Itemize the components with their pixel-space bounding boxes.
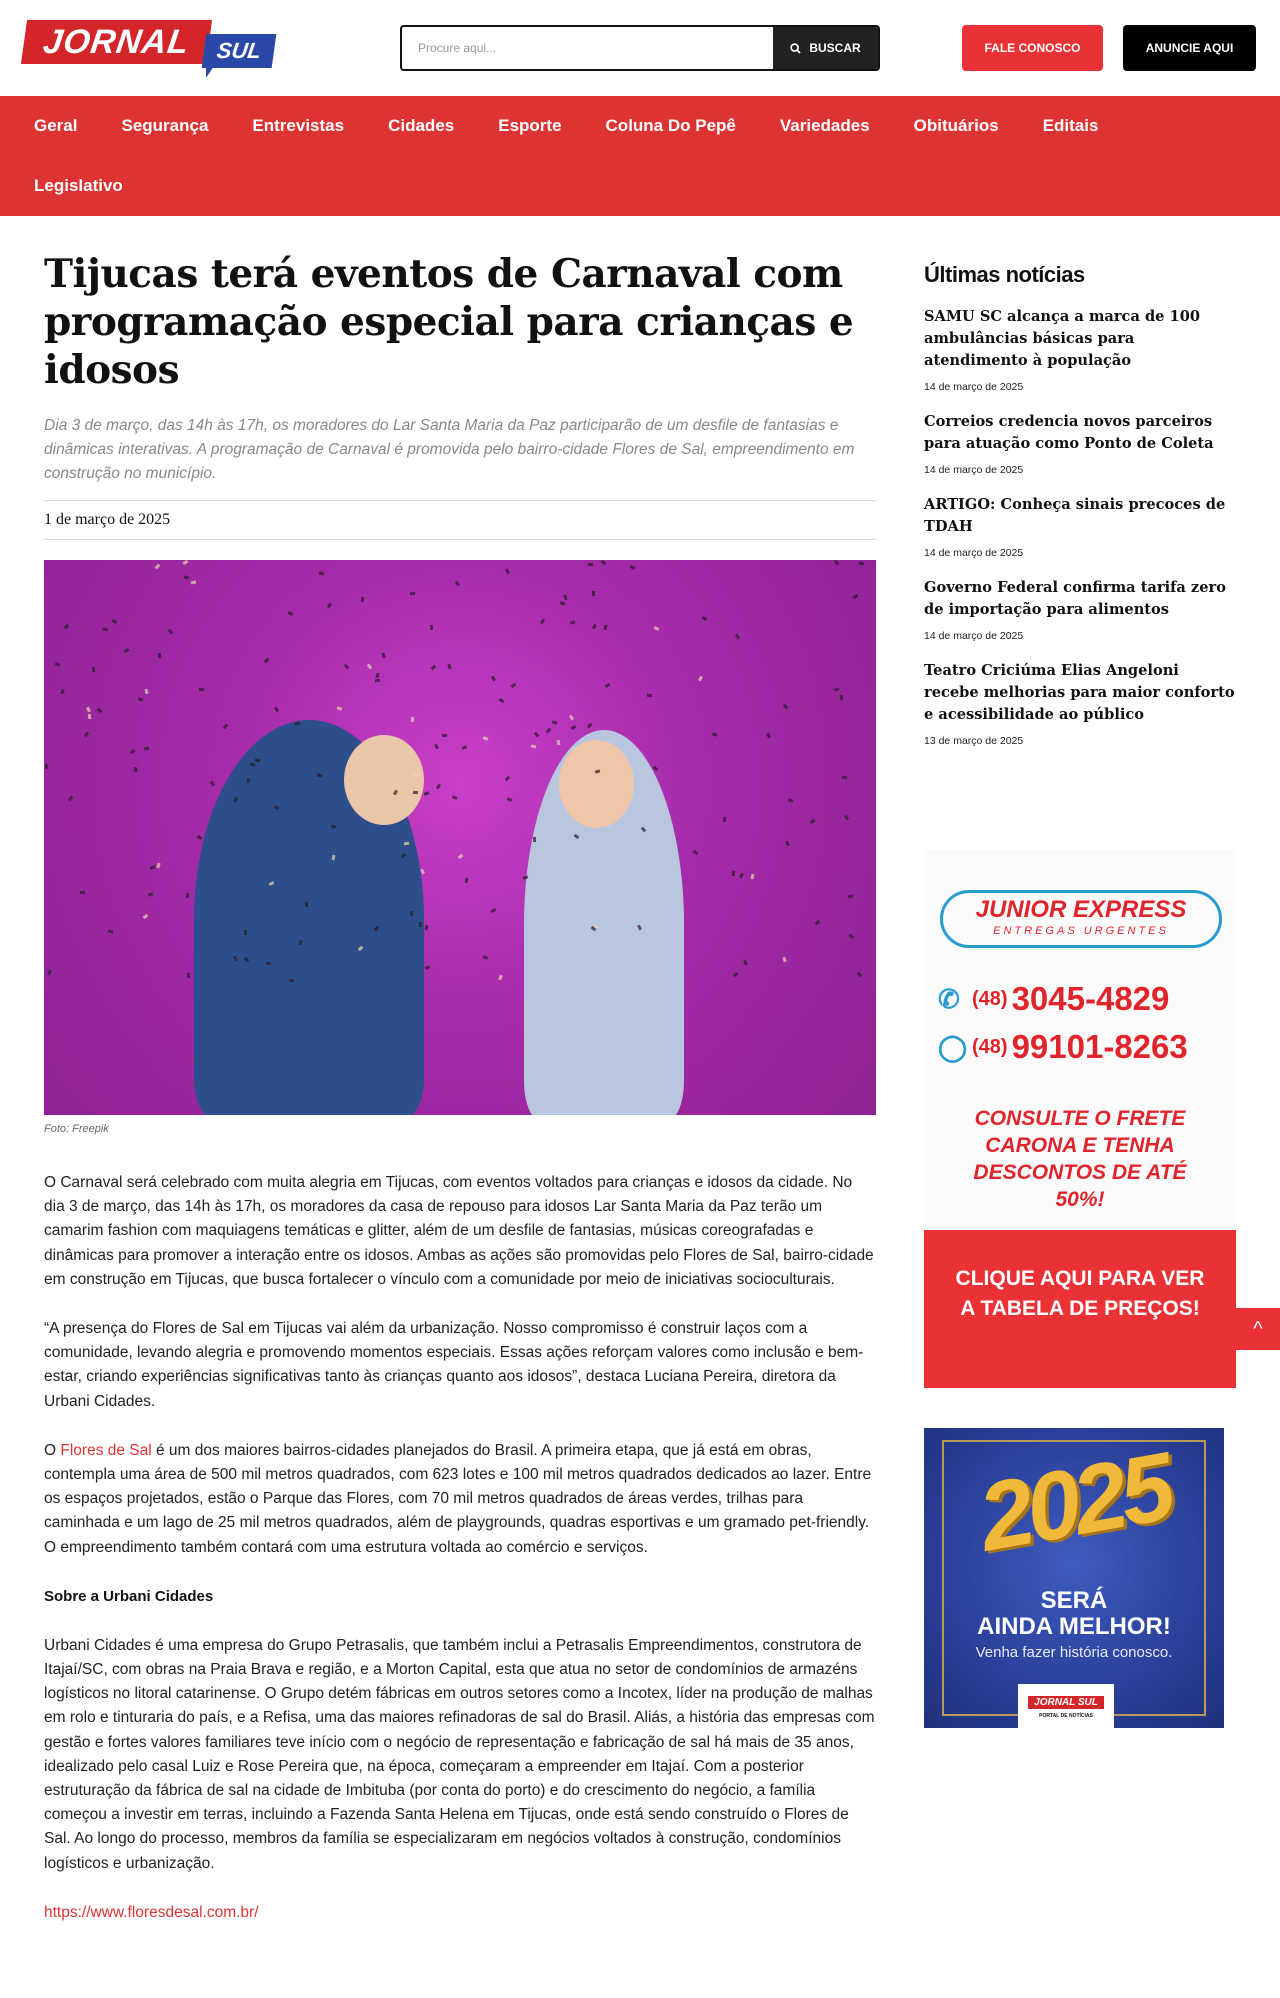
confetti bbox=[430, 664, 436, 669]
confetti bbox=[604, 683, 610, 688]
confetti bbox=[551, 721, 557, 725]
confetti bbox=[785, 841, 790, 847]
confetti bbox=[653, 765, 659, 771]
confetti bbox=[331, 824, 337, 828]
confetti bbox=[452, 795, 458, 800]
confetti bbox=[570, 621, 576, 625]
confetti bbox=[568, 714, 573, 720]
confetti bbox=[588, 563, 593, 566]
confetti bbox=[108, 929, 114, 933]
confetti bbox=[435, 744, 440, 750]
nav-row bbox=[10, 156, 1270, 216]
confetti bbox=[539, 619, 544, 625]
article-excerpt: Dia 3 de março, das 14h às 17h, os moradores do Lar Santa Maria da Paz participarão de um desfile de fantasias e dinâmicas interativas. A programação de Carnaval é promovida pelo bairro-cidade Flores de Sal, empreendimento em construção no município. bbox=[44, 417, 855, 482]
confetti bbox=[186, 893, 190, 899]
confetti bbox=[490, 908, 496, 913]
confetti bbox=[137, 697, 143, 701]
search-input[interactable] bbox=[402, 27, 773, 69]
confetti bbox=[483, 955, 489, 959]
confetti bbox=[112, 619, 118, 624]
logo-sul: SUL bbox=[202, 34, 277, 68]
paragraph: Urbani Cidades é uma empresa do Grupo Petrasalis, que também inclui a Petrasalis Empreendimentos, construtora de Itajaí/SC, com obras na Praia Brava e região, e a Morton Capital, esta que atua no setor de condomínios de armazéns logísticos no litoral catarinense. O Grupo detém fábricas em outros setores como a Incotex, líder na produção de malhas em rolo e tinturaria do país, e a Refisa, uma das maiores refinadoras de sal do Brasil. Aliás, a história das empresas com gestão e fortes valores familiares teve início com o negócio de representação e fabricação de sal há mais de 35 anos, idealizado pelo casal Luiz e Rose Pereira que, na época, começaram a empreender em Itajaí. Com a posterior estruturação da fábrica de sal na cidade de Imbituba (por conta do porto) e do crescimento do negócio, a família começou a investir em terras, incluindo a Fazenda Santa Helena em Tijucas, onde está sendo construído o Flores de Sal. Ao longo do processo, membros da família se especializaram em negócios voltados à construção, condomínios logísticos e urbanização. bbox=[44, 1636, 875, 1872]
confetti bbox=[592, 623, 597, 629]
confetti bbox=[319, 571, 324, 575]
confetti bbox=[410, 717, 414, 722]
confetti bbox=[144, 746, 149, 750]
latest-news-list bbox=[924, 306, 1236, 747]
ad-line2: AINDA MELHOR! bbox=[977, 1613, 1171, 1640]
scroll-to-top-button[interactable] bbox=[1236, 1308, 1280, 1350]
confetti bbox=[80, 891, 85, 894]
nav-item[interactable]: Coluna Do Pepê bbox=[605, 116, 736, 135]
sidebar bbox=[924, 262, 1236, 765]
news-title[interactable]: SAMU SC alcança a marca de 100 ambulâncias básicas para atendimento à população bbox=[924, 308, 1201, 369]
news-title[interactable]: Teatro Criciúma Elias Angeloni recebe melhorias para maior conforto e acessibilidade ao público bbox=[924, 662, 1235, 723]
confetti bbox=[60, 689, 65, 695]
ad-logo-text: JORNAL SUL bbox=[1028, 1696, 1104, 1709]
confetti bbox=[425, 965, 431, 970]
news-date: 14 de março de 2025 bbox=[924, 547, 1024, 559]
confetti bbox=[97, 708, 103, 714]
nav-item[interactable]: Obituários bbox=[913, 116, 999, 135]
confetti bbox=[653, 626, 659, 631]
confetti bbox=[167, 629, 173, 635]
confetti bbox=[287, 611, 293, 616]
text: é um dos maiores bairros-cidades planejados do Brasil. A primeira etapa, que já está em obras, contempla uma área de 500 mil metros quadrados, com 623 lotes e 100 mil metros quadrados dedicados ao lazer. Entre os espaços projetados, estão o Parque das Flores, com 70 mil metros quadrados de áreas verdes, trilhas para caminhada e um lago de 25 mil metros quadrados, além de playgrounds, quadras esportivas e um gramado pet-friendly. O empreendimento também contará com uma estrutura voltada ao comércio e serviços. bbox=[44, 1441, 872, 1556]
photo-child-face bbox=[344, 735, 424, 825]
confetti bbox=[732, 871, 735, 876]
chevron-up-icon: ^ bbox=[1253, 1318, 1263, 1340]
website-link[interactable]: https://www.floresdesal.com.br/ bbox=[44, 1903, 259, 1921]
ad-logo-sub: PORTAL DE NOTÍCIAS bbox=[1039, 1713, 1093, 1719]
news-item[interactable] bbox=[924, 577, 1236, 642]
nav-item[interactable]: Variedades bbox=[779, 116, 870, 135]
confetti bbox=[143, 914, 149, 919]
confetti bbox=[155, 564, 161, 570]
confetti bbox=[766, 733, 771, 739]
confetti bbox=[630, 565, 636, 570]
confetti bbox=[499, 698, 505, 703]
logo-tail bbox=[206, 66, 214, 78]
confetti bbox=[594, 769, 600, 773]
confetti bbox=[156, 863, 160, 869]
confetti bbox=[533, 837, 536, 842]
article-photo bbox=[44, 560, 876, 1115]
junior-express-ad[interactable] bbox=[924, 850, 1236, 1388]
confetti bbox=[274, 707, 279, 713]
confetti bbox=[815, 920, 821, 926]
ad-headline bbox=[924, 1588, 1224, 1640]
confetti bbox=[733, 972, 739, 978]
news-item[interactable] bbox=[924, 411, 1236, 476]
confetti bbox=[483, 736, 489, 741]
confetti bbox=[600, 560, 606, 565]
confetti bbox=[461, 746, 467, 751]
confetti bbox=[722, 817, 726, 822]
confetti bbox=[263, 658, 269, 664]
confetti bbox=[436, 784, 441, 790]
confetti bbox=[190, 581, 195, 585]
site-header bbox=[0, 0, 1280, 96]
confetti bbox=[783, 703, 789, 709]
ad-whatsapp bbox=[938, 1028, 1188, 1066]
confetti bbox=[458, 854, 464, 859]
ad-phone-number: 99101-8263 bbox=[1011, 1028, 1188, 1065]
nav-item[interactable]: Esporte bbox=[498, 116, 562, 135]
confetti bbox=[68, 795, 73, 801]
confetti bbox=[531, 745, 537, 749]
ad-phone-ddd: (48) bbox=[972, 1035, 1008, 1058]
confetti bbox=[47, 970, 52, 976]
confetti bbox=[465, 877, 469, 883]
confetti bbox=[842, 776, 847, 780]
article bbox=[44, 250, 876, 1925]
confetti bbox=[849, 934, 855, 940]
confetti bbox=[361, 597, 364, 602]
confetti bbox=[134, 767, 138, 773]
news-date: 14 de março de 2025 bbox=[924, 381, 1024, 393]
paragraph: O Carnaval será celebrado com muita alegria em Tijucas, com eventos voltados para crianças e idosos da cidade. No dia 3 de março, das 14h às 17h, os moradores da casa de repouso para idosos Lar Santa Maria da Paz terão um camarim fashion com maquiagens temáticas e glitter, além de um desfile de fantasias, músicas coreografadas e dinâmicas para promover a interação entre os idosos. Ambas as ações são promovidas pelo Flores de Sal, bairro-cidade em construção em Tijucas, que busca fortalecer o vínculo com a comunidade por meio de iniciativas socioculturais. bbox=[44, 1174, 874, 1288]
news-title[interactable]: ARTIGO: Conheça sinais precoces de TDAH bbox=[924, 496, 1226, 535]
confetti bbox=[223, 724, 228, 730]
confetti bbox=[545, 727, 551, 733]
confetti bbox=[186, 973, 190, 978]
confetti bbox=[404, 841, 409, 845]
confetti bbox=[491, 676, 496, 682]
contact-button[interactable]: FALE CONOSCO bbox=[962, 25, 1103, 71]
news-title[interactable]: Correios credencia novos parceiros para atuação como Ponto de Coleta bbox=[924, 413, 1214, 452]
confetti bbox=[367, 663, 372, 669]
main-nav bbox=[0, 96, 1280, 216]
news-title[interactable]: Governo Federal confirma tarifa zero de importação para alimentos bbox=[924, 579, 1226, 618]
confetti bbox=[424, 925, 428, 931]
confetti bbox=[266, 962, 271, 965]
confetti bbox=[412, 772, 418, 776]
news-date: 13 de março de 2025 bbox=[924, 735, 1024, 747]
confetti bbox=[592, 591, 595, 596]
logo-jornal: JORNAL bbox=[21, 20, 212, 64]
confetti bbox=[130, 749, 136, 755]
confetti bbox=[750, 874, 754, 880]
news-item[interactable] bbox=[924, 306, 1236, 393]
text: O bbox=[44, 1441, 61, 1459]
whatsapp-icon: ◯ bbox=[938, 1031, 968, 1062]
photo-child-face bbox=[559, 740, 634, 828]
confetti bbox=[336, 706, 342, 710]
nav-item[interactable]: Editais bbox=[1042, 116, 1099, 135]
article-title: Tijucas terá eventos de Carnaval com programação especial para crianças e idosos bbox=[44, 251, 854, 393]
confetti bbox=[833, 687, 839, 692]
confetti bbox=[343, 664, 349, 670]
confetti bbox=[243, 930, 246, 935]
confetti bbox=[210, 780, 215, 786]
article-body bbox=[44, 1171, 876, 1925]
confetti bbox=[571, 725, 577, 730]
paragraph bbox=[44, 1439, 876, 1560]
confetti bbox=[430, 625, 433, 630]
confetti bbox=[563, 595, 567, 601]
confetti bbox=[375, 679, 380, 682]
confetti bbox=[693, 850, 699, 855]
confetti bbox=[557, 740, 561, 745]
nav-item[interactable]: Legislativo bbox=[34, 176, 123, 195]
ad-logo bbox=[1018, 1684, 1114, 1728]
confetti bbox=[102, 627, 108, 631]
nav-item[interactable]: Cidades bbox=[388, 116, 455, 135]
news-date: 14 de março de 2025 bbox=[924, 464, 1024, 476]
confetti bbox=[327, 603, 332, 609]
confetti bbox=[839, 695, 843, 700]
confetti bbox=[376, 672, 380, 678]
confetti bbox=[158, 653, 162, 658]
confetti bbox=[423, 792, 429, 796]
ad-subline: Venha fazer história conosco. bbox=[975, 1644, 1173, 1661]
confetti bbox=[701, 616, 707, 621]
news-item[interactable] bbox=[924, 494, 1236, 559]
confetti bbox=[184, 575, 190, 579]
confetti bbox=[442, 734, 447, 737]
confetti bbox=[413, 791, 418, 794]
confetti bbox=[698, 676, 703, 682]
advertise-button[interactable]: ANUNCIE AQUI bbox=[1123, 25, 1256, 71]
confetti bbox=[84, 732, 89, 738]
ad-promo: CONSULTE O FRETE CARONA E TENHA DESCONTOS DE ATÉ 50%! bbox=[973, 1107, 1187, 1211]
confetti bbox=[647, 694, 652, 697]
flores-de-sal-link[interactable]: Flores de Sal bbox=[60, 1441, 152, 1459]
confetti bbox=[534, 731, 539, 737]
confetti bbox=[144, 689, 148, 695]
paragraph: “A presença do Flores de Sal em Tijucas vai além da urbanização. Nosso compromisso é construir laços com a comunidade, levando alegria e promovendo momentos especiais. Essas ações reforçam valores como inclusão e bem-estar, criando experiências significativas tanto às crianças quanto aos idosos”, destaca Luciana Pereira, diretora da Urbani Cidades. bbox=[44, 1320, 864, 1410]
confetti bbox=[858, 561, 864, 565]
confetti bbox=[853, 594, 859, 599]
confetti bbox=[498, 974, 503, 980]
phone-icon: ✆ bbox=[938, 983, 960, 1014]
confetti bbox=[381, 652, 386, 658]
photo-caption: Foto: Freepik bbox=[44, 1123, 109, 1135]
nav-item[interactable]: Segurança bbox=[121, 116, 209, 135]
confetti bbox=[148, 892, 154, 896]
confetti bbox=[199, 687, 204, 690]
confetti bbox=[857, 972, 863, 978]
confetti bbox=[739, 872, 744, 878]
confetti bbox=[45, 763, 49, 768]
news-date: 14 de março de 2025 bbox=[924, 630, 1024, 642]
ad-phone bbox=[938, 980, 1169, 1018]
confetti bbox=[505, 775, 511, 781]
confetti bbox=[86, 706, 91, 712]
ad-year: 2025 bbox=[971, 1433, 1177, 1572]
confetti bbox=[55, 662, 61, 667]
confetti bbox=[735, 633, 740, 639]
ad-price-table-button[interactable]: CLIQUE AQUI PARA VER A TABELA DE PREÇOS! bbox=[924, 1230, 1236, 1388]
search-button[interactable] bbox=[773, 27, 878, 69]
search-icon bbox=[790, 43, 801, 54]
confetti bbox=[844, 814, 849, 820]
confetti bbox=[92, 667, 95, 672]
ad-phone-number: 3045-4829 bbox=[1011, 980, 1170, 1017]
article-date: 1 de março de 2025 bbox=[44, 500, 876, 540]
confetti bbox=[250, 762, 256, 766]
confetti bbox=[743, 959, 747, 965]
latest-news-heading: Últimas notícias bbox=[924, 262, 1085, 287]
site-logo[interactable] bbox=[24, 20, 276, 76]
ad-brand-name: JUNIOR EXPRESS bbox=[975, 896, 1187, 923]
news-item[interactable] bbox=[924, 660, 1236, 747]
nav-row bbox=[10, 96, 1270, 156]
confetti bbox=[124, 648, 130, 653]
confetti bbox=[847, 895, 853, 899]
confetti bbox=[809, 819, 815, 824]
confetti bbox=[834, 560, 839, 565]
confetti bbox=[448, 664, 452, 670]
jornal-sul-2025-ad[interactable] bbox=[924, 1428, 1224, 1728]
confetti bbox=[505, 569, 510, 575]
subheading: Sobre a Urbani Cidades bbox=[44, 1587, 214, 1605]
ad-brand-tagline: ENTREGAS URGENTES bbox=[993, 925, 1169, 937]
search-bar bbox=[400, 25, 880, 71]
nav-item[interactable]: Geral bbox=[34, 116, 78, 135]
confetti bbox=[305, 902, 309, 907]
confetti bbox=[559, 601, 565, 605]
confetti bbox=[511, 683, 517, 688]
confetti bbox=[507, 797, 513, 802]
confetti bbox=[410, 591, 415, 594]
confetti bbox=[711, 732, 717, 736]
confetti bbox=[782, 957, 787, 963]
confetti bbox=[64, 623, 69, 629]
ad-brand-logo bbox=[940, 890, 1222, 948]
confetti bbox=[788, 798, 794, 802]
confetti bbox=[604, 625, 608, 630]
nav-item[interactable]: Entrevistas bbox=[252, 116, 345, 135]
ad-line1: SERÁ bbox=[1040, 1587, 1108, 1614]
confetti bbox=[88, 714, 92, 719]
confetti bbox=[183, 560, 189, 565]
search-button-label: BUSCAR bbox=[809, 41, 861, 55]
ad-phone-ddd: (48) bbox=[972, 987, 1008, 1010]
confetti bbox=[149, 865, 155, 870]
confetti bbox=[586, 723, 592, 729]
confetti bbox=[455, 580, 461, 586]
confetti bbox=[197, 835, 203, 841]
